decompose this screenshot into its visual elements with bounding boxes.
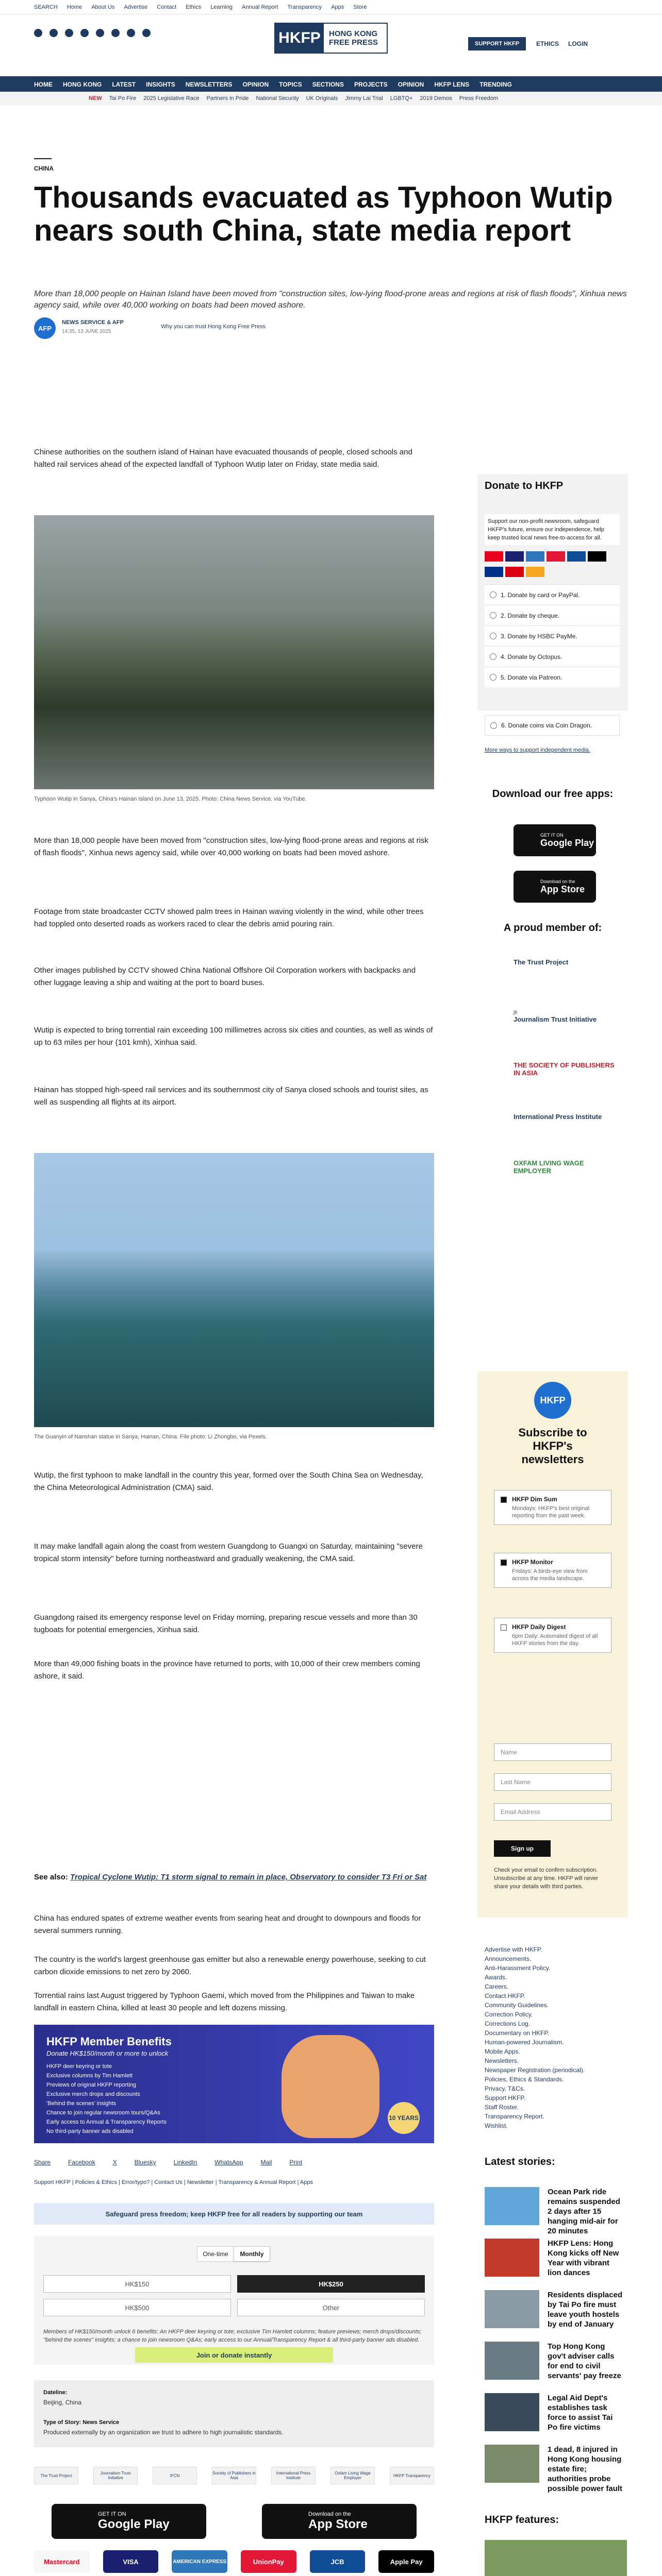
story-thumbnail [485,2239,539,2277]
donate-option-label: 1. Donate by card or PayPal. [501,591,580,599]
latest-story[interactable] [485,2393,624,2439]
donate-option-label: 6. Donate coins via Coin Dragon. [501,722,592,729]
trust-logos-row [34,2458,434,2494]
newsletter-signup [477,1371,628,1918]
utility-link-annual-report[interactable]: Annual Report [242,4,278,10]
oxfam-member[interactable] [514,1159,617,1175]
donate-options [485,584,620,687]
apple-pay-icon [588,551,606,562]
newsletter-logo: HKFP [534,1382,571,1419]
nav-trending[interactable]: TRENDING [479,81,512,88]
utility-link-contact[interactable]: Contact [157,4,177,10]
share-mail[interactable]: Mail [260,2159,272,2166]
sidebar-link[interactable]: Announcements. [485,1955,532,1962]
jcb-icon [567,551,586,562]
dateline-value: Beijing, China [43,2399,82,2406]
newsletter-option-daily-digest[interactable] [494,1618,611,1653]
feature-image [485,2540,627,2576]
amex-logo: AMERICAN EXPRESS [172,2550,227,2573]
sidebar-link[interactable]: Privacy, T&Cs. [485,2085,525,2092]
donate-sidebar-text: Support our non-profit newsroom, safeguard HKFP's future, ensure our independence, help keep trusted local news free-to-access for all. [485,514,620,545]
oxfam-logo[interactable]: Oxfam Living Wage Employer [330,2467,375,2484]
newsletter-signup-button[interactable]: Sign up [494,1840,551,1857]
radio-icon [490,591,496,598]
more-ways-link[interactable]: More ways to support independent media. [485,747,590,753]
author-avatar[interactable]: AFP [34,317,56,339]
paragraph: Wutip, the first typhoon to make landfall in the country this year, formed over the South China Sea on Wednesday, the China Meteorological Administration (CMA) said. [34,1471,423,1492]
sidebar-link[interactable]: Staff Roster. [485,2104,519,2111]
transparency-logo[interactable]: HKFP Transparency [390,2467,434,2484]
app-store-label: App Store [308,2517,368,2531]
utility-link-ethics[interactable]: Ethics [186,4,202,10]
trending-tai-po-fire[interactable]: Tai Po Fire [109,95,137,101]
benefits-subtitle: Donate HK$150/month or more to unlock [46,2049,169,2057]
trending-uk[interactable]: UK Originals [306,95,338,101]
nav-opinion-2[interactable]: OPINION [398,81,424,88]
story-type-label: Type of Story: News Service [43,2419,120,2426]
radio-icon [490,674,496,681]
typhoon-photo [34,515,434,789]
story-headline: 1 dead, 8 injured in Hong Kong housing estate fire; authorities probe possible power fault [548,2445,623,2493]
sidebar-link[interactable]: Community Guidelines. [485,2002,549,2009]
story-headline: Top Hong Kong gov't adviser calls for end to civil servants' pay freeze [548,2342,621,2380]
ethics-link[interactable]: ETHICS [536,40,559,47]
benefit-item: HKFP deer keyring or tote [46,2063,112,2070]
utility-bar [0,0,662,14]
sidebar-link[interactable]: Careers. [485,1983,509,1990]
checkbox-checked-icon [501,1497,507,1503]
story-type-value: Produced externally by an organization we trust to adhere to high journalistic standards. [43,2429,284,2436]
byline [34,317,395,343]
newsletter-desc: 6pm Daily: Automated digest of all HKFP stories from the day. [512,1633,598,1647]
paragraph-last: Torrential rains last August triggered by Typhoon Gaemi, which moved from the Philippines and Taiwan to make landfall in eastern China, killed at least 30 people and left dozens missing. [34,1991,415,2012]
see-also-label: See also: [34,1873,68,1882]
first-name-input[interactable]: Name [494,1743,611,1761]
photo-caption: The Guanyin of Nanshan statue in Sanya, Hainan, China. File photo: Li Zhongbo, via Pexels. [34,1434,267,1440]
benefit-item: Early access to Annual & Transparency Reports [46,2119,167,2125]
share-bluesky[interactable]: Bluesky [134,2159,156,2166]
sidebar-google-play[interactable] [514,824,596,856]
story-thumbnail [485,2187,539,2225]
support-hkfp-button[interactable]: SUPPORT HKFP [468,37,526,50]
payme-icon [505,567,524,577]
visa-logo: VISA [103,2550,159,2573]
trending-national-security[interactable]: National Security [256,95,299,101]
newsletter-desc: Mondays: HKFP's best original reporting from the past week. [512,1505,590,1519]
share-linkedin[interactable]: LinkedIn [173,2159,197,2166]
radio-icon [490,653,496,660]
feature-story[interactable] [485,2540,627,2576]
member-name: THE SOCIETY OF PUBLISHERS IN ASIA [514,1061,615,1077]
utility-link-home[interactable]: Home [67,4,82,10]
publish-date: 14:35, 13 JUNE 2025 [62,329,111,334]
nav-home[interactable]: HOME [34,81,53,88]
nav-sections[interactable]: SECTIONS [312,81,344,88]
story-thumbnail [485,2445,539,2483]
join-donate-button[interactable]: Join or donate instantly [135,2347,333,2363]
facebook-icon[interactable] [34,29,42,37]
amount-option[interactable]: HK$150 [43,2275,231,2293]
nav-projects[interactable]: PROJECTS [354,81,388,88]
tab-one-time[interactable]: One-time [203,2250,228,2258]
sidebar-links [485,1945,624,2130]
logo-mark: HKFP [275,24,324,53]
article-subhead: More than 18,000 people on Hainan Island have been moved from "construction sites, low-lying flood-prone areas and regions at risk of flash floods", Xinhua news agency said, while over 40,000 working on boats had been moved ashore. [34,290,627,310]
press-freedom-bar[interactable]: Safeguard press freedom; keep HKFP free for all readers by supporting our team [34,2203,434,2225]
paragraph: Wutip is expected to bring torrential rain exceeding 100 millimetres across six cities and counties, as well as winds of up to 63 miles per hour (101 kmh), Xinhua said. [34,1026,433,1047]
share-facebook[interactable]: Facebook [68,2159,95,2166]
trending-pride[interactable]: Partners in Pride [206,95,249,101]
membership-note: Members of HK$150/month unlock 6 benefits: An HKFP deer keyring or tote; exclusive Tim Hamlett columns; feature previews; merch drops/discounts; "behind the scenes" insights; a chance to join newsroom Q&As; early access to our Annual/Transparency Report & all third-party banner ads disabled. [43,2329,422,2343]
logo-line-2: FREE PRESS [329,38,378,47]
newsletter-option-monitor[interactable] [494,1553,611,1588]
amount-option[interactable]: HK$500 [43,2299,231,2316]
nav-insights[interactable]: INSIGHTS [146,81,175,88]
ipi-member[interactable] [514,1113,617,1121]
story-metadata [34,2380,434,2447]
sidebar-link[interactable]: Corrections Log. [485,2020,531,2027]
payment-methods [34,2550,434,2576]
newsletter-option-dim-sum[interactable] [494,1490,611,1525]
utility-link-store[interactable]: Store [353,4,367,10]
article-title: Thousands evacuated as Typhoon Wutip nears south China, state media report [34,181,613,247]
newsletter-title: Subscribe to HKFP's newsletters [518,1426,587,1466]
member-name: OXFAM LIVING WAGE EMPLOYER [514,1159,584,1175]
utility-links [34,4,367,10]
tab-monthly[interactable]: Monthly [234,2247,270,2261]
utility-link-search[interactable]: SEARCH [34,4,58,10]
guanyin-statue-photo [34,1153,434,1427]
app-store-badge[interactable] [262,2504,417,2539]
radio-icon [490,722,497,729]
latest-story[interactable] [485,2239,624,2285]
sidebar-link[interactable]: Policies, Ethics & Standards. [485,2076,564,2083]
checkbox-checked-icon [501,1560,507,1566]
dateline-label: Dateline: [43,2389,68,2396]
sidebar-link[interactable]: Contact HKFP. [485,1992,525,1999]
why-trust-link[interactable]: Why you can trust Hong Kong Free Press [161,324,266,330]
apple-pay-logo: Apple Pay [378,2550,434,2573]
youtube-icon[interactable] [80,29,89,37]
benefit-item: Chance to join regular newsroom tours/Q&As [46,2110,160,2116]
paragraph: Chinese authorities on the southern island of Hainan have evacuated thousands of people, closed schools and halted rail services ahead of the expected landfall of Typhoon Wutip later on Friday, state media said. [34,448,412,469]
story-headline: Residents displaced by Tai Po fire must leave youth hostels by end of January [548,2291,623,2329]
share-links [34,2159,302,2166]
donate-option-label: 4. Donate by Octopus. [501,653,562,660]
last-name-input[interactable]: Last Name [494,1773,611,1791]
donate-sidebar-title: Donate to HKFP [485,480,564,492]
google-play-small: GET IT ON [98,2511,126,2517]
ten-years-badge: 10 YEARS [388,2102,420,2134]
radio-icon [490,612,496,619]
sidebar-link[interactable]: Anti-Harassment Policy. [485,1964,551,1972]
new-label: NEW [89,95,102,101]
utility-link-learning[interactable]: Learning [210,4,233,10]
story-thumbnail [485,2393,539,2431]
ipi-logo[interactable]: International Press Institute [271,2467,316,2484]
newsletter-name: HKFP Monitor [512,1558,553,1566]
logo-line-1: HONG KONG [329,29,378,38]
newsletter-confirm-text: Check your email to confirm subscription. Unsubscribe at any time. HKFP will never share your details with third parties. [494,1867,599,1890]
mastercard-icon [485,551,503,562]
share-x[interactable]: X [112,2159,117,2166]
benefit-item: Exclusive columns by Tim Hamlett [46,2073,133,2079]
member-name: The Trust Project [514,958,569,966]
paragraph: More than 18,000 people have been moved from "construction sites, low-lying flood-prone areas and regions at risk of flash floods", Xinhua news agency said, while over 40,000 working on boats had been moved ashore. [34,836,428,857]
amount-option-selected[interactable]: HK$250 [237,2275,425,2293]
trust-project-member[interactable] [514,958,617,966]
paypal-icon [485,567,503,577]
paragraph: It may make landfall again along the coast from western Guangdong to Guangxi on Saturday, maintaining "severe tropical storm intensity" before turning northeastward and gradually weakening, the CMA said. [34,1542,423,1563]
donate-option[interactable] [485,715,620,736]
donate-option[interactable] [485,646,620,667]
x-icon[interactable] [49,29,58,37]
sopa-logo[interactable]: Society of Publishers in Asia [212,2467,256,2484]
story-thumbnail [485,2290,539,2328]
main-nav [0,76,662,92]
sopa-member[interactable] [514,1061,617,1077]
apps-title: Download our free apps: [492,788,614,800]
nav-opinion[interactable]: OPINION [242,81,269,88]
amex-icon [526,551,544,562]
newsletter-desc: Fridays: A birds-eye view from across the media landscape. [512,1568,588,1582]
logo-wordmark [324,24,387,53]
sidebar-link[interactable]: Newspaper Registration (periodical). [485,2066,585,2074]
benefit-item: 'Behind the scenes' insights [46,2100,117,2107]
google-play-label: Google Play [540,837,594,848]
paragraph: More than 49,000 fishing boats in the province have returned to ports, with 10,000 of their crew members coming ashore, it said. [34,1659,420,1681]
member-name: Journalism Trust Initiative [514,1015,597,1023]
nav-latest[interactable]: LATEST [112,81,136,88]
benefits-list [46,2062,167,2136]
category-rule [34,158,52,159]
sidebar-link[interactable]: Wishlist. [485,2122,508,2129]
utility-link-about[interactable]: About Us [91,4,115,10]
social-icons [34,29,151,37]
email-input[interactable]: Email Address [494,1803,611,1821]
share-label: Share [34,2159,51,2166]
unionpay-logo: UnionPay [241,2550,296,2573]
jti-member[interactable] [514,1010,617,1023]
latest-stories-title: Latest stories: [485,2156,555,2167]
utility-link-transparency[interactable]: Transparency [287,4,322,10]
story-headline: Ocean Park ride remains suspended 2 days after 15 hanging mid-air for 20 minutes [548,2188,620,2235]
app-store-small: Download on the [540,878,575,884]
paragraph: China has endured spates of extreme weather events from searing heat and drought to downpours and floods for several summers running. [34,1914,421,1935]
sidebar-app-store[interactable] [514,871,596,903]
trending-jimmy-lai[interactable]: Jimmy Lai Trial [345,95,383,101]
latest-story[interactable] [485,2187,624,2233]
member-benefits-banner[interactable] [34,2025,434,2143]
sidebar-link[interactable]: Mobile Apps. [485,2048,520,2055]
utility-link-apps[interactable]: Apps [331,4,344,10]
frequency-tabs [197,2246,270,2262]
trending-legco[interactable]: 2025 Legislative Race [143,95,200,101]
benefit-item: Previews of original HKFP reporting [46,2082,137,2088]
see-also [34,1871,434,1884]
sidebar-link[interactable]: Human-powered Journalism. [485,2039,564,2046]
donate-option-label: 2. Donate by cheque. [501,612,560,619]
latest-story[interactable] [485,2445,624,2491]
sidebar-link[interactable]: Correction Policy. [485,2011,533,2018]
app-store-small: Download on the [308,2511,351,2517]
deer-mascot-illustration [282,2035,379,2138]
sidebar-link[interactable]: Awards. [485,1974,507,1981]
see-also-link[interactable]: Tropical Cyclone Wutip: T1 storm signal to remain in place, Observatory to consider T3 Fri or Sat [70,1873,427,1882]
latest-story[interactable] [485,2290,624,2336]
trending-press-freedom[interactable]: Press Freedom [459,95,498,101]
donate-option[interactable] [485,584,620,605]
mastercard-logo: Mastercard [34,2550,90,2573]
sidebar-link[interactable]: Support HKFP. [485,2094,526,2102]
sidebar-payment-logos [485,551,620,580]
checkbox-icon [501,1624,507,1631]
nav-hkfp-lens[interactable]: HKFP LENS [434,81,470,88]
google-play-badge[interactable] [52,2504,206,2539]
bluesky-icon[interactable] [127,29,135,37]
latest-story[interactable] [485,2342,624,2388]
google-play-label: Google Play [98,2517,170,2531]
donate-option[interactable] [485,605,620,625]
trending-bar [0,92,662,105]
photo-caption: Typhoon Wutip in Sanya, China's Hainan island on June 13, 2025. Photo: China News Service, via YouTube. [34,796,307,802]
donate-sidebar [477,474,628,711]
instagram-icon[interactable] [65,29,73,37]
paragraph: Guangdong raised its emergency response level on Friday morning, preparing rescue vessels and more than 30 tugboats for potential emergencies, Xinhua said. [34,1613,418,1634]
story-headline: HKFP Lens: Hong Kong kicks off New Year with vibrant lion dances [548,2239,619,2277]
paragraph: Other images published by CCTV showed China National Offshore Oil Corporation workers with backpacks and other luggage leaving a ship and waiting at the port to board buses. [34,966,416,987]
benefit-item: Exclusive merch drops and discounts [46,2091,140,2097]
features-title: HKFP features: [485,2514,559,2526]
login-link[interactable]: LOGIN [568,40,588,47]
hkfp-logo[interactable] [274,23,388,54]
ifcn-logo[interactable]: IFCN [153,2467,197,2484]
sidebar-link[interactable]: Advertise with HKFP. [485,1946,542,1953]
proud-member-title: A proud member of: [503,922,602,934]
linkedin-icon[interactable] [96,29,104,37]
story-thumbnail [485,2342,539,2380]
jcb-logo: JCB [310,2550,366,2573]
article-footer-links[interactable]: Support HKFP | Policies & Ethics | Error/typo? | Contact Us | Newsletter | Transparency & Annual Report | Apps [34,2179,313,2185]
visa-icon [505,551,524,562]
paragraph: Footage from state broadcaster CCTV showed palm trees in Hainan waving violently in the wind, while other trees had toppled onto deserted roads as workers raced to clear the debris amid pouring rain. [34,907,424,928]
paragraph: The country is the world's largest greenhouse gas emitter but also a renewable energy powerhouse, seeking to cut carbon dioxide emissions to net zero by 2060. [34,1955,426,1976]
radio-icon [490,633,496,639]
newsletter-name: HKFP Daily Digest [512,1623,566,1631]
story-headline: Legal Aid Dept's establishes task force to assist Tai Po fire victims [548,2394,613,2432]
share-print[interactable]: Print [289,2159,303,2166]
donate-option[interactable] [485,667,620,687]
telegram-icon[interactable] [142,29,151,37]
share-whatsapp[interactable]: WhatsApp [214,2159,243,2166]
trending-lgbtq[interactable]: LGBTQ+ [390,95,413,101]
member-name: International Press Institute [514,1113,602,1121]
google-play-small: GET IT ON [540,832,564,838]
sidebar-link[interactable]: Newsletters. [485,2057,519,2064]
utility-link-advertise[interactable]: Advertise [124,4,148,10]
donate-option[interactable] [485,625,620,646]
threads-icon[interactable] [111,29,120,37]
benefits-title: HKFP Member Benefits [46,2035,172,2048]
sidebar-link[interactable]: Transparency Report. [485,2113,544,2120]
donation-widget [34,2236,434,2365]
donate-option-label: 3. Donate by HSBC PayMe. [501,632,577,640]
newsletter-name: HKFP Dim Sum [512,1496,557,1503]
article-category[interactable]: CHINA [34,165,54,172]
unionpay-icon [547,551,565,562]
nav-topics[interactable]: TOPICS [279,81,302,88]
trending-2019[interactable]: 2019 Demos [420,95,452,101]
member-sub: jti [514,1010,518,1015]
jti-logo[interactable]: Journalism Trust Initiative [93,2467,138,2484]
amount-option-other[interactable]: Other [237,2299,425,2316]
nav-hong-kong[interactable]: HONG KONG [63,81,102,88]
nav-newsletters[interactable]: NEWSLETTERS [185,81,233,88]
paragraph: Hainan has stopped high-speed rail services and its southernmost city of Sanya closed schools and tourist sites, as well as suspending all flights at its airport. [34,1086,428,1107]
donate-option-label: 5. Donate via Patreon. [501,673,562,681]
trust-project-logo[interactable]: The Trust Project [34,2467,78,2484]
octopus-icon [526,567,544,577]
author-name[interactable]: NEWS SERVICE & AFP [62,319,124,326]
sidebar-link[interactable]: Documentary on HKFP. [485,2029,550,2037]
app-store-label: App Store [540,884,585,894]
benefit-item: No third-party banner ads disabled [46,2128,134,2134]
header-links [536,40,588,47]
